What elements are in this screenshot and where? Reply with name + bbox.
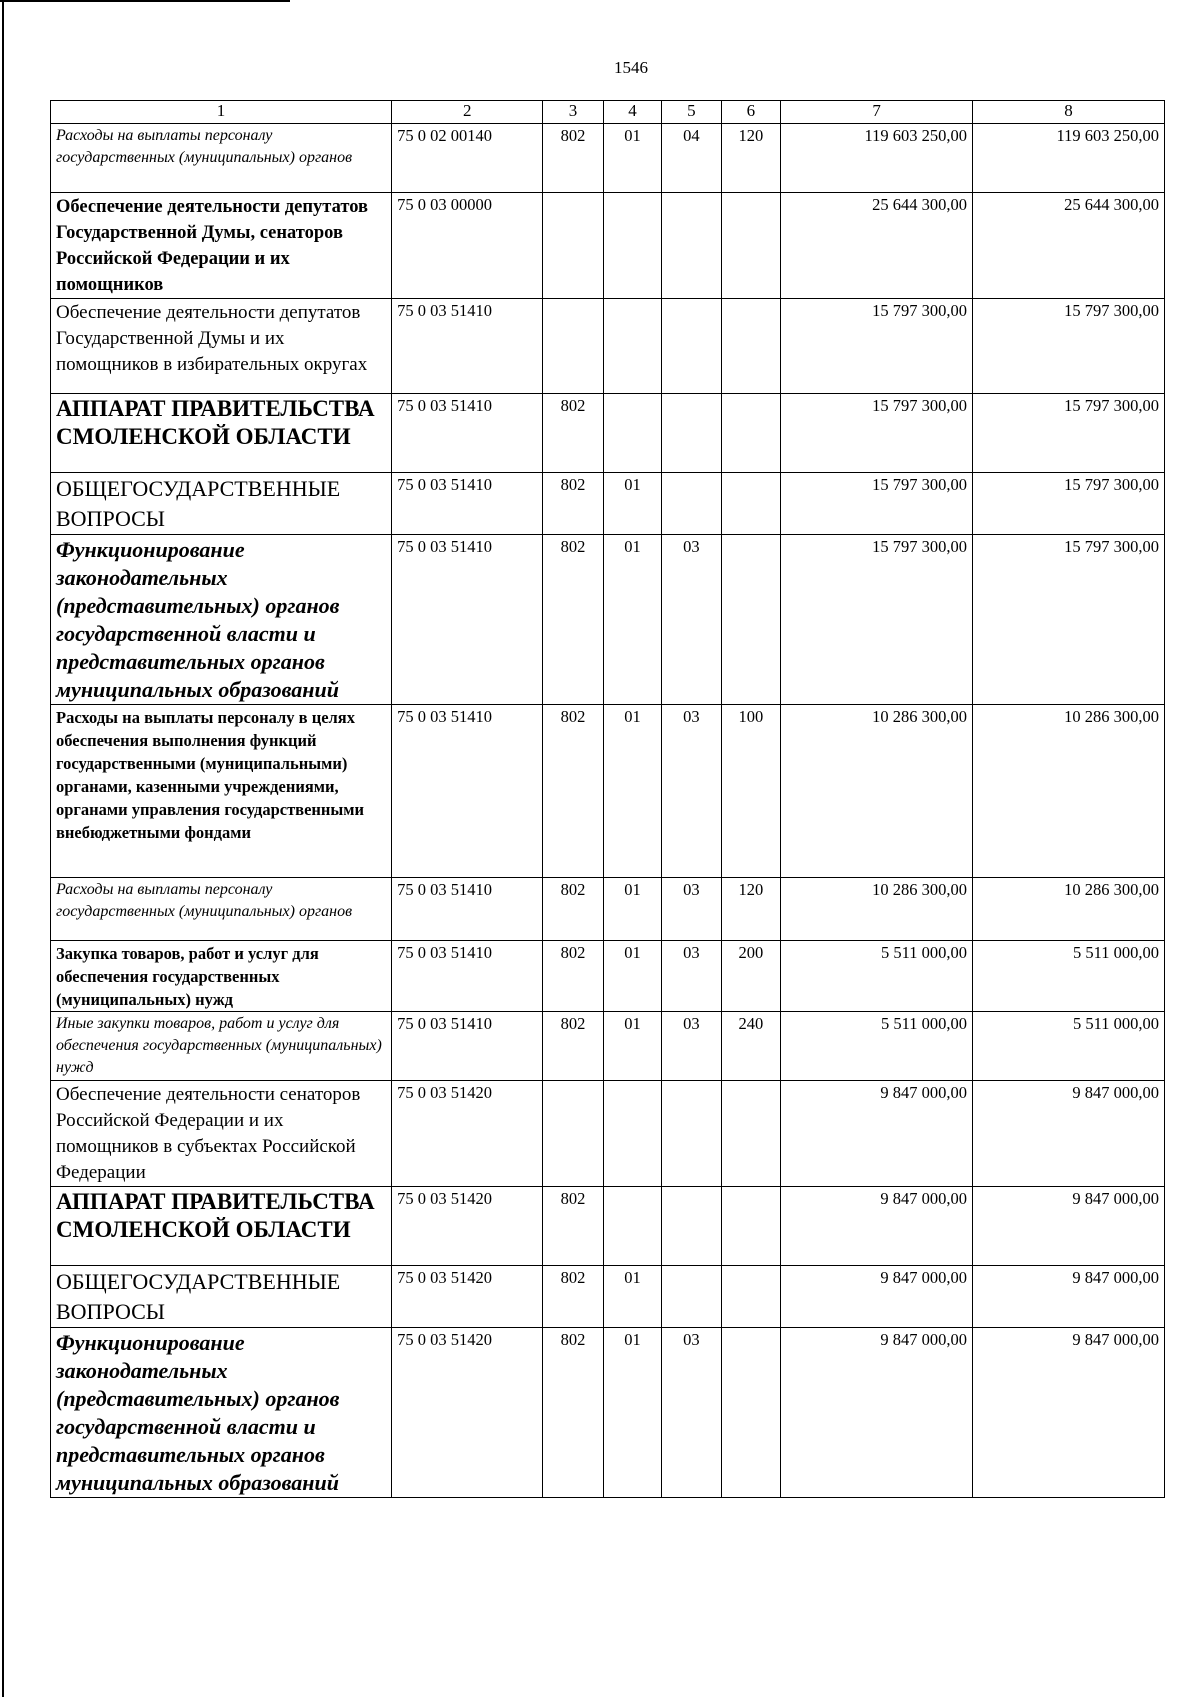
section-code-cell: 01 [603,941,661,1012]
ministry-code-cell: 802 [543,473,603,535]
table-row [51,473,1165,535]
row-name-cell: АППАРАТ ПРАВИТЕЛЬСТВА СМОЛЕНСКОЙ ОБЛАСТИ [51,1187,392,1266]
column-header: 8 [973,101,1165,124]
subsection-code-cell: 03 [662,1012,721,1081]
amount-cell: 10 286 300,00 [781,878,973,941]
row-name-cell: Иные закупки товаров, работ и услуг для обеспечения государственных (муниципальных) нужд [51,1012,392,1081]
table-row [51,1328,1165,1498]
budget-table [50,100,1165,1498]
target-code-cell: 75 0 03 51420 [392,1266,543,1328]
section-code-cell: 01 [603,473,661,535]
column-number-row [51,101,1165,124]
amount-cell: 9 847 000,00 [781,1187,973,1266]
table-row [51,394,1165,473]
section-code-cell: 01 [603,124,661,193]
ministry-code-cell [543,299,603,394]
section-code-cell: 01 [603,535,661,705]
row-name-cell: Обеспечение деятельности сенаторов Российской Федерации и их помощников в субъектах Российской Федерации [51,1081,392,1187]
expense-type-cell [721,394,780,473]
table-row [51,535,1165,705]
section-code-cell [603,394,661,473]
target-code-cell: 75 0 03 00000 [392,193,543,299]
row-name-cell: Обеспечение деятельности депутатов Государственной Думы, сенаторов Российской Федерации и их помощников [51,193,392,299]
table-row [51,1187,1165,1266]
column-header: 2 [392,101,543,124]
ministry-code-cell [543,1081,603,1187]
target-code-cell: 75 0 02 00140 [392,124,543,193]
row-name-cell: АППАРАТ ПРАВИТЕЛЬСТВА СМОЛЕНСКОЙ ОБЛАСТИ [51,394,392,473]
amount-cell: 9 847 000,00 [973,1081,1165,1187]
expense-type-cell [721,299,780,394]
amount-cell: 5 511 000,00 [781,941,973,1012]
ministry-code-cell: 802 [543,941,603,1012]
expense-type-cell: 120 [721,124,780,193]
column-header: 1 [51,101,392,124]
column-header: 6 [721,101,780,124]
section-code-cell: 01 [603,1012,661,1081]
page-number: 1546 [614,58,648,77]
row-name-cell: Расходы на выплаты персоналу государственных (муниципальных) органов [51,124,392,193]
amount-cell: 9 847 000,00 [781,1328,973,1498]
amount-cell: 15 797 300,00 [781,394,973,473]
section-code-cell: 01 [603,1328,661,1498]
amount-cell: 15 797 300,00 [781,299,973,394]
section-code-cell [603,299,661,394]
subsection-code-cell [662,299,721,394]
subsection-code-cell: 03 [662,1328,721,1498]
row-name-cell: Расходы на выплаты персоналу в целях обеспечения выполнения функций государственными (муниципальными) органами, казенными учреждениями, органами управления государственными внебюджетными фондами [51,705,392,878]
amount-cell: 9 847 000,00 [781,1266,973,1328]
row-name-cell: Расходы на выплаты персоналу государственных (муниципальных) органов [51,878,392,941]
target-code-cell: 75 0 03 51410 [392,705,543,878]
amount-cell: 15 797 300,00 [781,473,973,535]
amount-cell: 5 511 000,00 [973,1012,1165,1081]
target-code-cell: 75 0 03 51410 [392,535,543,705]
column-header: 5 [662,101,721,124]
section-code-cell [603,1187,661,1266]
subsection-code-cell [662,473,721,535]
row-name-cell: Функционирование законодательных (представительных) органов государственной власти и представительных органов муниципальных образований [51,535,392,705]
amount-cell: 9 847 000,00 [973,1187,1165,1266]
row-name-cell: Закупка товаров, работ и услуг для обеспечения государственных (муниципальных) нужд [51,941,392,1012]
ministry-code-cell: 802 [543,394,603,473]
ministry-code-cell: 802 [543,878,603,941]
subsection-code-cell [662,394,721,473]
subsection-code-cell: 03 [662,941,721,1012]
table-row [51,1081,1165,1187]
ministry-code-cell: 802 [543,535,603,705]
column-header: 4 [603,101,661,124]
expense-type-cell [721,1081,780,1187]
expense-type-cell [721,535,780,705]
section-code-cell [603,1081,661,1187]
scan-edge-top [0,0,290,2]
subsection-code-cell [662,1081,721,1187]
amount-cell: 15 797 300,00 [781,535,973,705]
subsection-code-cell: 03 [662,705,721,878]
amount-cell: 25 644 300,00 [973,193,1165,299]
table-row [51,878,1165,941]
expense-type-cell [721,1328,780,1498]
ministry-code-cell: 802 [543,705,603,878]
target-code-cell: 75 0 03 51410 [392,941,543,1012]
ministry-code-cell: 802 [543,1012,603,1081]
section-code-cell [603,193,661,299]
expense-type-cell: 100 [721,705,780,878]
section-code-cell: 01 [603,878,661,941]
target-code-cell: 75 0 03 51410 [392,473,543,535]
scan-edge-left [2,0,4,1697]
table-row [51,941,1165,1012]
table-row [51,1012,1165,1081]
row-name-cell: ОБЩЕГОСУДАРСТВЕННЫЕ ВОПРОСЫ [51,1266,392,1328]
subsection-code-cell [662,1266,721,1328]
target-code-cell: 75 0 03 51410 [392,299,543,394]
expense-type-cell: 200 [721,941,780,1012]
amount-cell: 9 847 000,00 [973,1328,1165,1498]
column-header: 7 [781,101,973,124]
row-name-cell: ОБЩЕГОСУДАРСТВЕННЫЕ ВОПРОСЫ [51,473,392,535]
expense-type-cell [721,1187,780,1266]
subsection-code-cell [662,1187,721,1266]
section-code-cell: 01 [603,1266,661,1328]
subsection-code-cell: 03 [662,535,721,705]
ministry-code-cell [543,193,603,299]
ministry-code-cell: 802 [543,1187,603,1266]
table-row [51,1266,1165,1328]
amount-cell: 15 797 300,00 [973,473,1165,535]
target-code-cell: 75 0 03 51410 [392,878,543,941]
ministry-code-cell: 802 [543,1328,603,1498]
section-code-cell: 01 [603,705,661,878]
amount-cell: 15 797 300,00 [973,535,1165,705]
subsection-code-cell: 04 [662,124,721,193]
amount-cell: 119 603 250,00 [781,124,973,193]
target-code-cell: 75 0 03 51420 [392,1081,543,1187]
table-row [51,299,1165,394]
row-name-cell: Обеспечение деятельности депутатов Государственной Думы и их помощников в избирательных округах [51,299,392,394]
table-row [51,193,1165,299]
target-code-cell: 75 0 03 51410 [392,394,543,473]
row-name-cell: Функционирование законодательных (представительных) органов государственной власти и представительных органов муниципальных образований [51,1328,392,1498]
amount-cell: 10 286 300,00 [973,705,1165,878]
amount-cell: 9 847 000,00 [973,1266,1165,1328]
target-code-cell: 75 0 03 51420 [392,1187,543,1266]
ministry-code-cell: 802 [543,124,603,193]
amount-cell: 25 644 300,00 [781,193,973,299]
amount-cell: 10 286 300,00 [781,705,973,878]
table-row [51,124,1165,193]
amount-cell: 119 603 250,00 [973,124,1165,193]
amount-cell: 9 847 000,00 [781,1081,973,1187]
expense-type-cell [721,1266,780,1328]
column-header: 3 [543,101,603,124]
amount-cell: 5 511 000,00 [973,941,1165,1012]
table-row [51,705,1165,878]
target-code-cell: 75 0 03 51410 [392,1012,543,1081]
target-code-cell: 75 0 03 51420 [392,1328,543,1498]
amount-cell: 15 797 300,00 [973,299,1165,394]
expense-type-cell [721,473,780,535]
ministry-code-cell: 802 [543,1266,603,1328]
expense-type-cell: 120 [721,878,780,941]
expense-type-cell: 240 [721,1012,780,1081]
subsection-code-cell: 03 [662,878,721,941]
subsection-code-cell [662,193,721,299]
amount-cell: 15 797 300,00 [973,394,1165,473]
amount-cell: 10 286 300,00 [973,878,1165,941]
amount-cell: 5 511 000,00 [781,1012,973,1081]
expense-type-cell [721,193,780,299]
